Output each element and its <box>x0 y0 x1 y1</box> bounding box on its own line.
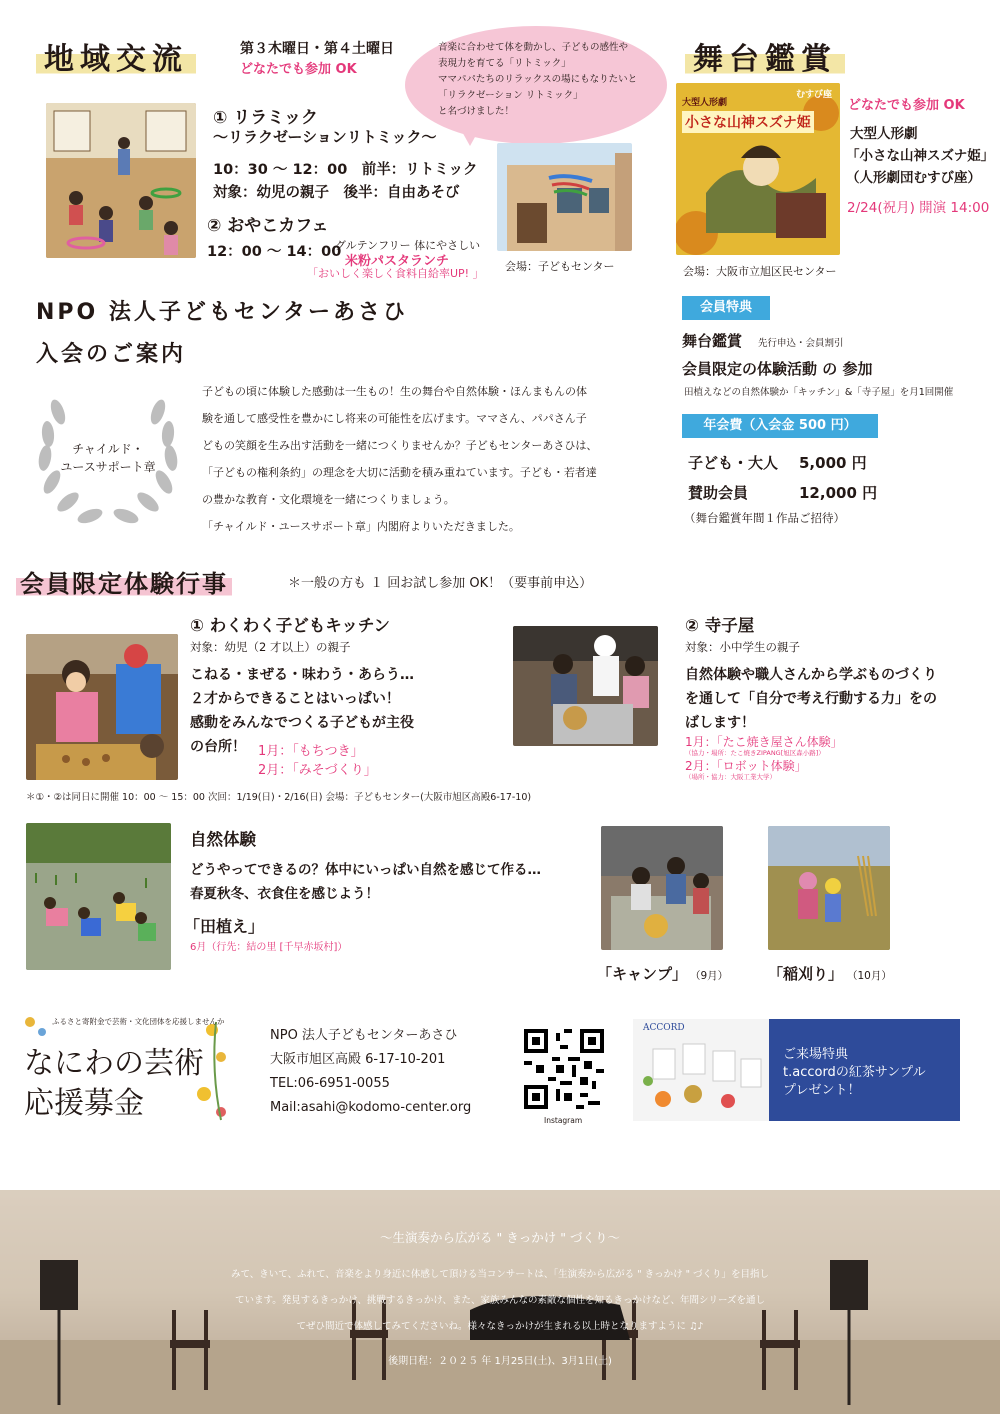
community-open: どなたでも参加 OK <box>240 62 357 77</box>
accord-line2: t.accordの紅茶サンプル <box>783 1065 926 1080</box>
concert-title: 〜生演奏から広がる " きっかけ " づくり〜 <box>380 1230 620 1245</box>
terakoya-line: ばします！ <box>685 715 755 731</box>
laurel-badge <box>28 392 188 534</box>
camp-photo <box>601 826 723 950</box>
kitchen-photo <box>26 634 178 780</box>
terakoya-body <box>685 663 937 735</box>
instagram-qr-code[interactable] <box>524 1029 604 1109</box>
bubble-line: 音楽に合わせて体を動かし、子どもの感性や <box>438 42 629 53</box>
stage-venue: 会場：大阪市立旭区民センター <box>683 265 837 278</box>
intro-title-org: NPO 法人子どもセンターあさひ <box>36 300 409 325</box>
harvest-month: （10月） <box>847 970 892 982</box>
accord-line3: プレゼント！ <box>783 1083 861 1098</box>
benefit-stage: 舞台鑑賞 <box>682 332 743 350</box>
rice-planting-note: 6月（行先：結の里 [千早赤坂村]） <box>190 942 348 953</box>
nature-body-2: 春夏秋冬、衣食住を感じよう！ <box>190 886 379 902</box>
center-building-photo <box>497 143 632 251</box>
contact-address: 大阪市旭区高殿 6-17-10-201 <box>270 1052 446 1067</box>
events-footnote: ＊①・②は同日に開催 10：00 〜 15：00 次回：1/19(日)・2/16(日) 会場：子どもセンター(大阪市旭区高殿6-17-10) <box>26 792 532 803</box>
kitchen-line: 感動をみんなでつくる子どもが主役 <box>190 715 414 731</box>
benefit-stage-note: 先行申込・会員割引 <box>758 338 844 349</box>
concert-line: ています。発見するきっかけ、挑戦するきっかけ、また、家族みんなの素敵な個性を知るきっかけなど、年間シリーズを通し <box>234 1295 765 1306</box>
intro-line: 「チャイルド・ユースサポート章」内閣府よりいただきました。 <box>202 520 520 533</box>
fee2-label: 賛助会員 <box>688 484 749 502</box>
badge-line1: チャイルド・ <box>72 442 144 456</box>
accord-message <box>769 1019 960 1121</box>
qr-label: Instagram <box>544 1116 583 1125</box>
rice-planting-label: 「田植え」 <box>184 917 265 936</box>
qr-code-icon <box>524 1029 604 1109</box>
concert-dates: 後期日程：２０２５ 年 1月25日(土)、3月1日(土) <box>388 1356 612 1367</box>
camp-month: （9月） <box>690 970 729 982</box>
nature-body-1: どうやってできるの？体中にいっぱい自然を感じて作る… <box>190 862 541 878</box>
fund-small: ふるさと寄附金で芸術・文化団体を応援しませんか <box>52 1017 225 1026</box>
kitchen-title: ① わくわく子どもキッチン <box>190 616 391 635</box>
stage-date: 2/24(祝月) 開演 14:00 <box>847 200 990 216</box>
cafe-slogan: 「おいしく楽しく食料自給率UP! 」 <box>307 267 484 280</box>
concert-body <box>0 1262 1000 1340</box>
accord-brand: ACCORD <box>643 1023 685 1033</box>
kitchen-line: の台所！ <box>190 739 246 755</box>
rilamic-subtitle: 〜リラクゼーションリトミック〜 <box>213 128 437 146</box>
accord-ad <box>633 1019 960 1121</box>
fee-tag: 年会費（入会金 500 円） <box>682 414 878 438</box>
events-title: 会員限定体験行事 <box>16 564 232 599</box>
bubble-line: と名づけました！ <box>438 106 515 117</box>
harvest-label: 「稲刈り」 <box>768 965 844 983</box>
accord-line1: ご来場特典 <box>783 1047 849 1062</box>
kitchen-target: 対象：幼児（2 才以上）の親子 <box>190 640 351 654</box>
poster-brand: むすび座 <box>795 90 832 100</box>
benefits-tag: 会員特典 <box>682 296 770 320</box>
concert-line: てぜひ間近で体感してみてくださいね。様々なきっかけが生まれる以上時となりますように ♫♪ <box>296 1321 704 1332</box>
intro-title: 入会のご案内 <box>36 342 187 367</box>
terakoya-february: 2月：「ロボット体験」 <box>685 759 807 773</box>
terakoya-title: ② 寺子屋 <box>685 616 755 635</box>
cafe-gluten-free: グルテンフリー 体にやさしい <box>335 239 481 252</box>
concert-banner <box>0 1190 1000 1414</box>
stage-open: どなたでも参加 OK <box>848 98 965 113</box>
harvest-photo <box>768 826 890 950</box>
kitchen-line: こねる・まぜる・味わう・あらう… <box>190 667 414 683</box>
terakoya-target: 対象：小中学生の親子 <box>685 640 800 654</box>
intro-body <box>202 378 642 540</box>
events-note: ＊一般の方も １ 回お試し参加 OK！（要事前申込） <box>288 576 593 591</box>
concert-line: みて、きいて、ふれて、音楽をより身近に体感して頂ける当コンサートは、「生演奏から広がる " きっかけ " づくり」を目指し <box>231 1269 769 1280</box>
contact-mail[interactable]: Mail:asahi@kodomo-center.org <box>270 1100 472 1115</box>
fee2-value: 12,000 円 <box>799 484 878 502</box>
kitchen-january: 1月：「もちつき」 <box>258 744 364 759</box>
fund-banner <box>16 1012 232 1122</box>
badge-line2: ユースサポート章 <box>60 460 156 474</box>
stage-line3: （人形劇団むすび座） <box>846 170 981 186</box>
benefit-activity: 会員限定の体験活動 の 参加 <box>682 360 873 378</box>
contact-org: NPO 法人子どもセンターあさひ <box>270 1028 458 1043</box>
terakoya-line: を通して「自分で考え行動する力」をの <box>685 691 937 707</box>
poster-title: 小さな山神スズナ姫 <box>682 111 814 133</box>
intro-line: どもの笑顔を生み出す活動を一緒につくりませんか？子どもセンターあさひは、 <box>202 439 598 452</box>
rilamic-title: ① リラミック <box>213 108 318 128</box>
terakoya-january: 1月：「たこ焼き屋さん体験」 <box>685 735 843 749</box>
terakoya-photo <box>513 626 658 746</box>
fund-line2: 応援募金 <box>24 1086 144 1121</box>
cafe-title: ② おやこカフェ <box>207 216 329 236</box>
stage-title: 舞台鑑賞 <box>685 34 845 78</box>
contact-tel[interactable]: TEL:06-6951-0055 <box>270 1076 390 1091</box>
stage-poster <box>676 83 840 255</box>
intro-line: 子どもの頃に体験した感動は一生もの！生の舞台や自然体験・ほんまもんの体 <box>202 385 587 398</box>
cafe-time: 12：00 〜 14：00 <box>207 244 342 260</box>
bubble-line: 表現力を育てる「リトミック」 <box>438 58 571 69</box>
terakoya-february-note: （場所・協力：大阪工業大学） <box>685 773 776 781</box>
accord-photo <box>633 1019 769 1121</box>
community-venue: 会場：子どもセンター <box>505 260 615 273</box>
contact-block <box>270 1024 471 1120</box>
poster-tag: 大型人形劇 <box>682 98 728 108</box>
nature-title: 自然体験 <box>190 830 256 849</box>
camp-label: 「キャンプ」 <box>597 965 688 983</box>
rhythmic-photo <box>46 103 196 258</box>
kitchen-line: ２才からできることはいっぱい！ <box>190 691 400 707</box>
stage-line2: 「小さな山神スズナ姫」 <box>846 148 995 164</box>
intro-line: 「子どもの権利条約」の理念を大切に活動を積み重ねています。子ども・若者達 <box>202 466 597 479</box>
intro-line: 験を通して感受性を豊かにし将来の可能性を広げます。ママさん、パパさん子 <box>202 412 587 425</box>
benefit-activity-note: 田植えなどの自然体験か「キッチン」&「寺子屋」を月1回開催 <box>684 387 954 398</box>
bubble-line: 「リラクゼーション リトミック」 <box>438 90 583 101</box>
rilamic-time: 10：30 〜 12：00 前半：リトミック <box>213 162 478 178</box>
stage-line1: 大型人形劇 <box>850 126 918 142</box>
community-schedule: 第３木曜日・第４土曜日 <box>240 41 394 57</box>
bubble-line: ママパパたちのリラックスの場にもなりたいと <box>438 74 638 85</box>
fee1-label: 子ども・大人 <box>688 454 779 472</box>
rilamic-target: 対象：幼児の親子 後半：自由あそび <box>213 185 460 201</box>
terakoya-line: 自然体験や職人さんから学ぶものづくり <box>685 667 937 683</box>
rice-planting-photo <box>26 823 171 970</box>
fund-line1: なにわの芸術 <box>24 1046 204 1081</box>
kitchen-february: 2月：「みそづくり」 <box>258 763 377 778</box>
cafe-lunch: 米粉パスタランチ <box>345 254 450 269</box>
fee1-value: 5,000 円 <box>799 454 867 472</box>
bubble-tail <box>460 128 480 146</box>
fee-note: （舞台鑑賞年間１作品ご招待） <box>684 511 845 525</box>
terakoya-january-note: （協力・場所：たこ焼きZIPANG[旭区森小路]） <box>685 749 825 757</box>
community-title: 地域交流 <box>36 34 196 78</box>
intro-line: の豊かな教育・文化環境を一緒につくりましょう。 <box>202 493 455 506</box>
bubble-text <box>438 40 637 120</box>
